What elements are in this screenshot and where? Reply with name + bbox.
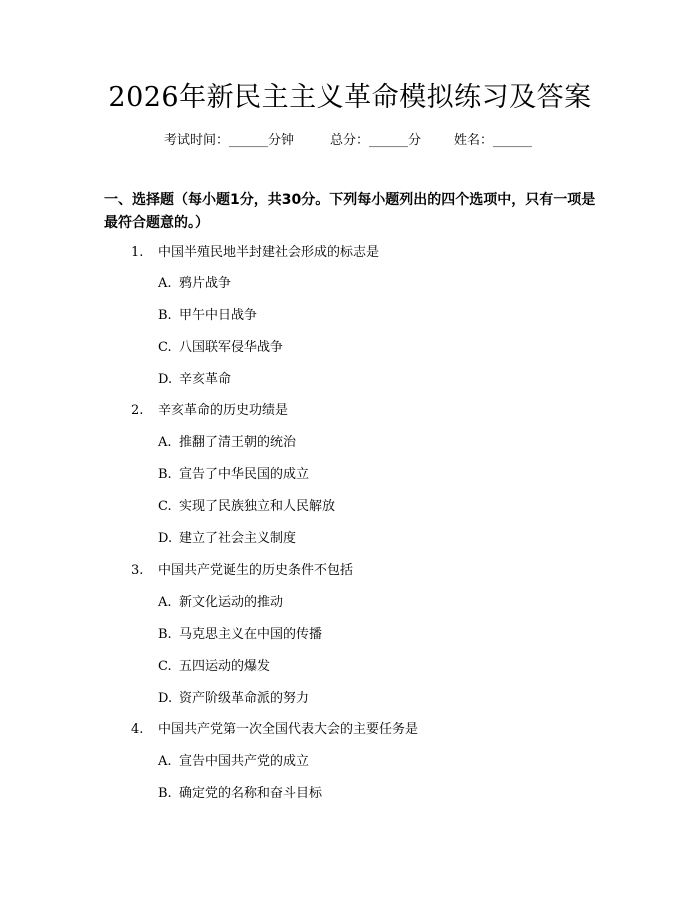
option-text: 五四运动的爆发 (179, 659, 271, 674)
question-number: 1. (131, 245, 144, 260)
option-letter: A. (158, 435, 172, 450)
option-text: 鸦片战争 (179, 276, 232, 291)
question-2 (131, 401, 288, 421)
option-letter: A. (158, 276, 172, 291)
student-name-field: 姓名：______ (454, 133, 533, 148)
question-3-option-d (158, 689, 309, 709)
option-letter: B. (158, 308, 172, 323)
question-1-option-c (158, 338, 283, 358)
option-text: 宣告中国共产党的成立 (179, 754, 310, 769)
question-2-option-b (158, 465, 309, 485)
question-3-option-a (158, 593, 283, 613)
question-4 (131, 720, 418, 740)
option-text: 辛亥革命 (179, 372, 232, 387)
question-2-option-c (158, 497, 335, 517)
option-text: 八国联军侵华战争 (179, 340, 284, 355)
option-text: 建立了社会主义制度 (179, 531, 297, 546)
option-letter: C. (158, 499, 172, 514)
option-text: 资产阶级革命派的努力 (179, 691, 310, 706)
question-number: 3. (131, 563, 144, 578)
question-1-option-d (158, 370, 231, 390)
option-letter: D. (158, 531, 173, 546)
option-text: 实现了民族独立和人民解放 (179, 499, 336, 514)
option-letter: A. (158, 595, 172, 610)
question-3 (131, 561, 353, 581)
question-3-option-c (158, 657, 270, 677)
question-2-option-d (158, 529, 296, 549)
option-letter: D. (158, 372, 173, 387)
option-letter: B. (158, 786, 172, 801)
option-text: 新文化运动的推动 (179, 595, 284, 610)
option-letter: B. (158, 467, 172, 482)
total-score-field: 总分：______分 (330, 133, 422, 148)
option-letter: A. (158, 754, 172, 769)
option-text: 确定党的名称和奋斗目标 (179, 786, 323, 801)
option-text: 马克思主义在中国的传播 (179, 627, 323, 642)
option-text: 宣告了中华民国的成立 (179, 467, 310, 482)
question-text: 中国半殖民地半封建社会形成的标志是 (158, 245, 380, 260)
option-letter: C. (158, 340, 172, 355)
question-2-option-a (158, 433, 296, 453)
question-1-option-b (158, 306, 257, 326)
option-text: 推翻了清王朝的统治 (179, 435, 297, 450)
question-text: 中国共产党诞生的历史条件不包括 (158, 563, 354, 578)
question-1 (131, 243, 379, 263)
question-4-option-a (158, 752, 309, 772)
question-3-option-b (158, 625, 322, 645)
page-title: 2026年新民主主义革命模拟练习及答案 (108, 82, 592, 113)
option-letter: B. (158, 627, 172, 642)
question-text: 中国共产党第一次全国代表大会的主要任务是 (158, 722, 419, 737)
question-number: 2. (131, 403, 144, 418)
option-text: 甲午中日战争 (179, 308, 258, 323)
question-4-option-b (158, 784, 322, 804)
section-heading: 一、选择题（每小题1分，共30分。下列每小题列出的四个选项中，只有一项是最符合题意的。） (104, 192, 596, 231)
question-text: 辛亥革命的历史功绩是 (158, 403, 289, 418)
option-letter: D. (158, 691, 173, 706)
exam-time-field: 考试时间：______分钟 (164, 133, 295, 148)
question-number: 4. (131, 722, 144, 737)
question-1-option-a (158, 274, 231, 294)
option-letter: C. (158, 659, 172, 674)
